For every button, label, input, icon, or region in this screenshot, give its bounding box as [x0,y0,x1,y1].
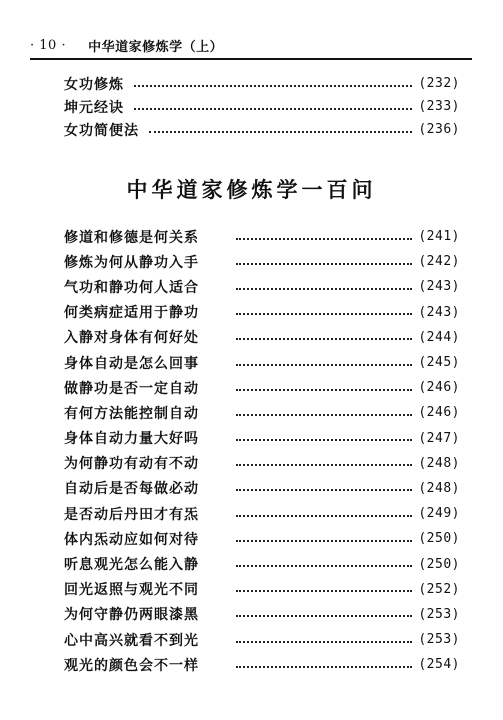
toc-entry [64,350,460,375]
toc-entry [64,426,460,451]
toc-entry-page: (241) [418,229,460,245]
toc-leader-dots [236,540,412,542]
toc-entry-page: (253) [418,606,460,622]
toc-entry [64,400,460,425]
toc-entry [64,577,460,602]
toc-entry-title: 气功和静功何人适合 [64,279,199,296]
toc-entry-page: (243) [418,304,460,320]
toc-leader-dots [236,565,412,567]
toc-entry [64,72,460,95]
toc-leader-dots [236,364,412,366]
toc-entry-page: (248) [418,480,460,496]
toc-entry-title: 身体自动是怎么回事 [64,355,199,372]
toc-entry-title: 身体自动力量大好吗 [64,431,199,448]
toc-entry-title: 听息观光怎么能入静 [64,557,199,574]
toc-entry-title: 坤元经诀 [64,99,124,116]
toc-entry-page: (233) [418,99,460,114]
toc-entry-page: (249) [418,506,460,522]
toc-list-continued [64,72,460,141]
toc-entry [64,300,460,325]
toc-leader-dots [236,313,412,315]
toc-entry [64,451,460,476]
toc-leader-dots [236,389,412,391]
toc-entry [64,652,460,677]
toc-entry-title: 为何守静仍两眼漆黑 [64,607,199,624]
toc-leader-dots [236,439,412,441]
toc-entry-page: (250) [418,531,460,547]
toc-leader-dots [236,288,412,290]
toc-entry [64,274,460,299]
toc-entry-title: 做静功是否一定自动 [64,380,199,397]
toc-leader-dots [236,263,412,265]
toc-entry [64,224,460,249]
toc-entry [64,627,460,652]
toc-entry-title: 有何方法能控制自动 [64,405,199,422]
toc-leader-dots [134,85,412,87]
toc-entry-title: 自动后是否每做必动 [64,481,199,498]
toc-entry-page: (246) [418,405,460,421]
toc-entry-title: 女功修炼 [64,76,124,93]
section-heading: 中华道家修炼学一百问 [126,177,377,202]
toc-leader-dots [149,131,412,133]
toc-leader-dots [236,238,412,240]
page-number: · 10 · [30,37,67,53]
toc-entry-page: (245) [418,355,460,371]
toc-leader-dots [236,590,412,592]
header-rule [30,58,472,60]
toc-entry [64,526,460,551]
toc-entry-page: (243) [418,279,460,295]
toc-leader-dots [134,108,412,110]
toc-entry-title: 何类病症适用于静功 [64,305,199,322]
toc-entry-title: 为何静功有动有不动 [64,456,199,473]
toc-entry-page: (247) [418,430,460,446]
toc-list-questions [64,224,460,677]
toc-entry-title: 修道和修德是何关系 [64,229,199,246]
toc-entry-title: 回光返照与观光不同 [64,582,199,599]
toc-entry [64,551,460,576]
toc-entry-page: (246) [418,380,460,396]
toc-entry-title: 是否动后丹田才有炁 [64,506,199,523]
toc-entry-page: (244) [418,329,460,345]
toc-leader-dots [236,615,412,617]
toc-entry [64,501,460,526]
toc-entry-page: (236) [418,122,460,137]
toc-leader-dots [236,338,412,340]
toc-entry-page: (250) [418,556,460,572]
toc-entry-page: (254) [418,657,460,673]
toc-entry-page: (252) [418,581,460,597]
toc-leader-dots [236,464,412,466]
toc-entry-page: (248) [418,455,460,471]
toc-entry [64,476,460,501]
toc-leader-dots [236,666,412,668]
toc-entry-title: 体内炁动应如何对待 [64,531,199,548]
running-header [30,34,470,56]
toc-entry-title: 女功简便法 [64,122,139,139]
toc-leader-dots [236,641,412,643]
toc-entry [64,602,460,627]
toc-entry-title: 观光的颜色会不一样 [64,657,199,674]
toc-entry-page: (232) [418,76,460,91]
toc-entry [64,118,460,141]
toc-leader-dots [236,515,412,517]
toc-entry-title: 修炼为何从静功入手 [64,254,199,271]
toc-entry [64,95,460,118]
toc-entry-page: (242) [418,254,460,270]
toc-entry-title: 心中高兴就看不到光 [64,632,199,649]
toc-entry [64,249,460,274]
toc-leader-dots [236,489,412,491]
toc-entry-title: 入静对身体有何好处 [64,330,199,347]
toc-entry [64,325,460,350]
book-title: 中华道家修炼学（上） [88,39,224,55]
toc-entry-page: (253) [418,632,460,648]
toc-leader-dots [236,414,412,416]
toc-entry [64,375,460,400]
